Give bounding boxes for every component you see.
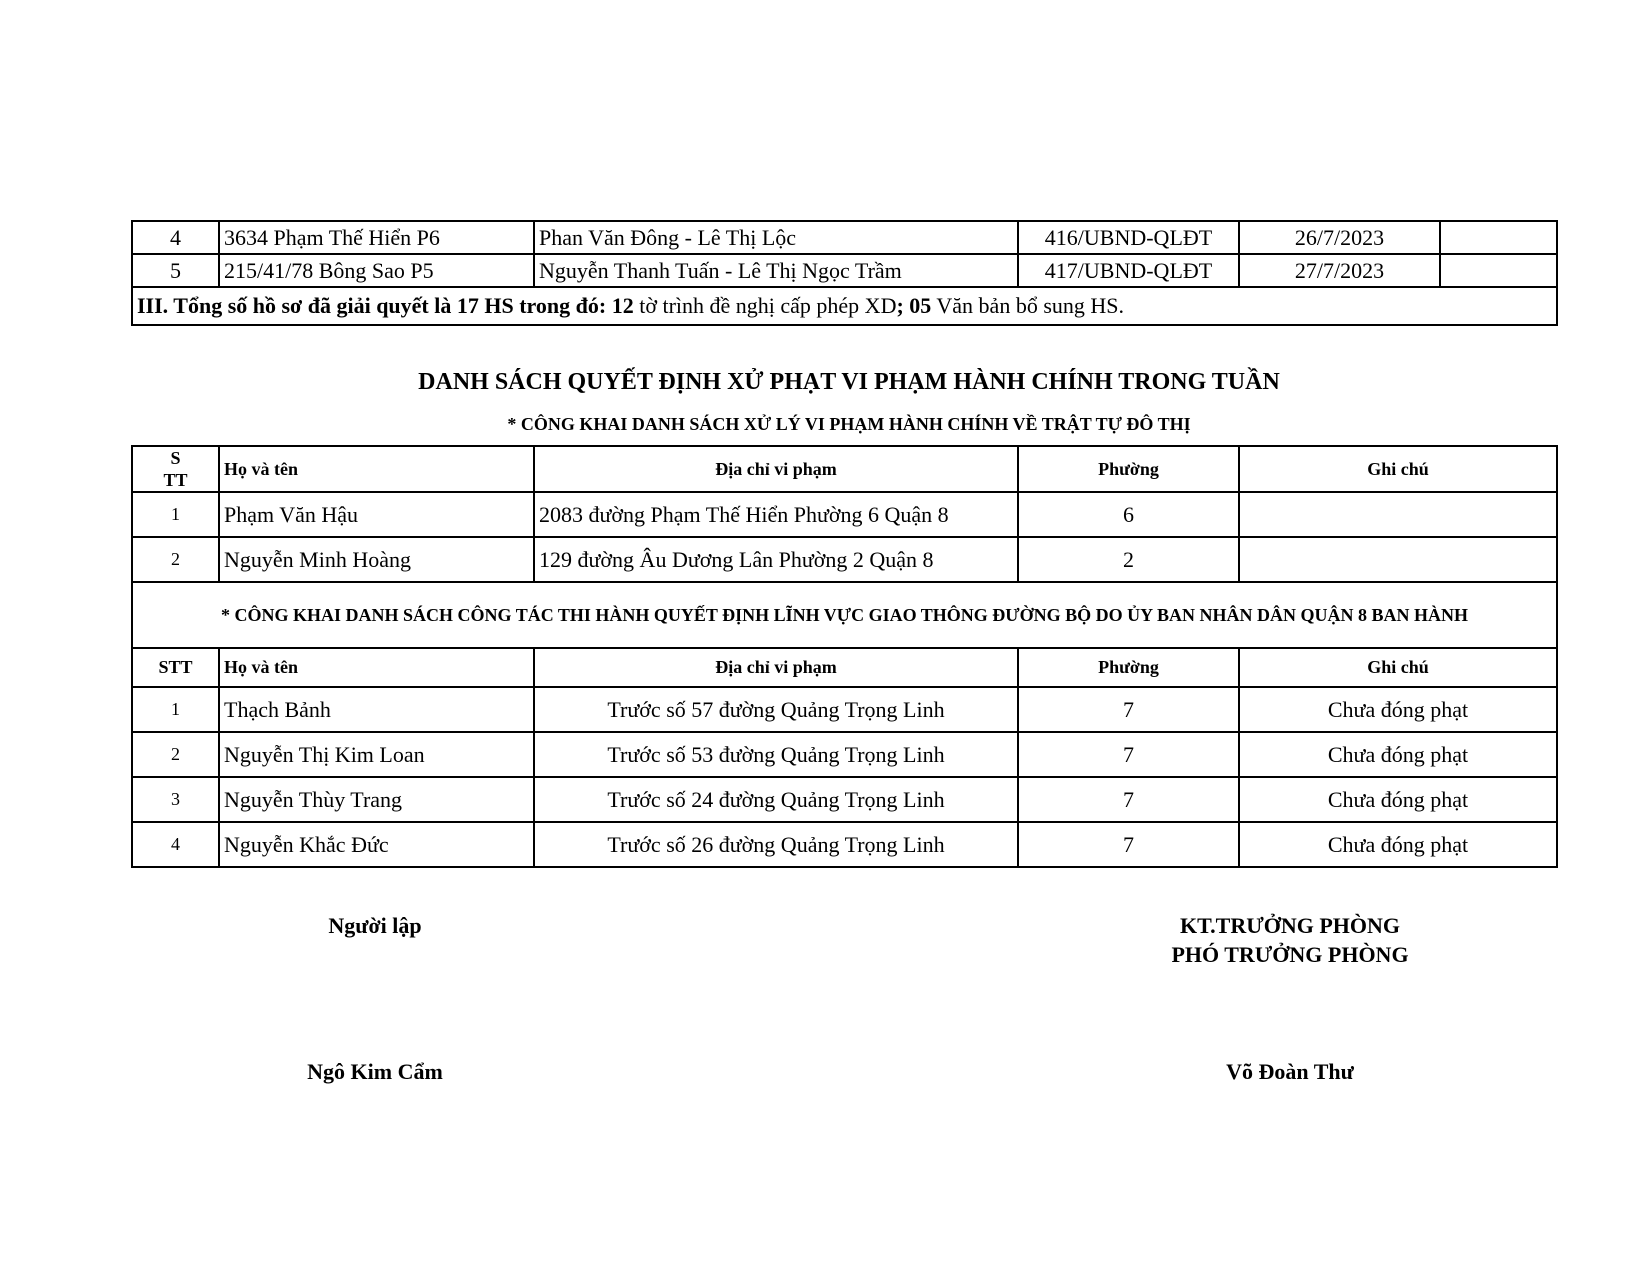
summary-part-2: tờ trình đề nghị cấp phép XD bbox=[633, 293, 897, 318]
stt-cell: 4 bbox=[132, 221, 219, 254]
summary-part-4: Văn bản bổ sung HS. bbox=[931, 293, 1125, 318]
ward-header: Phường bbox=[1018, 648, 1239, 687]
address-cell: 215/41/78 Bông Sao P5 bbox=[219, 254, 534, 287]
table-row bbox=[132, 537, 1557, 582]
table-row bbox=[132, 732, 1557, 777]
note-cell: Chưa đóng phạt bbox=[1239, 687, 1557, 732]
table-row bbox=[132, 777, 1557, 822]
stt-cell: 2 bbox=[132, 537, 219, 582]
preparer-title: Người lập bbox=[328, 913, 422, 938]
date-cell: 26/7/2023 bbox=[1239, 221, 1440, 254]
name-cell: Nguyễn Thị Kim Loan bbox=[219, 732, 534, 777]
stt-header: STT bbox=[132, 648, 219, 687]
note-header: Ghi chú bbox=[1239, 446, 1557, 492]
table-row bbox=[132, 221, 1557, 254]
table-row bbox=[132, 492, 1557, 537]
note-cell bbox=[1239, 492, 1557, 537]
violations-table bbox=[131, 445, 1558, 868]
date-cell: 27/7/2023 bbox=[1239, 254, 1440, 287]
section2-header-row bbox=[132, 648, 1557, 687]
stt-cell: 2 bbox=[132, 732, 219, 777]
stt-cell: 3 bbox=[132, 777, 219, 822]
note-cell bbox=[1440, 254, 1557, 287]
stt-cell: 5 bbox=[132, 254, 219, 287]
stt-cell: 1 bbox=[132, 687, 219, 732]
ward-cell: 7 bbox=[1018, 822, 1239, 867]
address-header: Địa chỉ vi phạm bbox=[534, 446, 1018, 492]
note-cell bbox=[1239, 537, 1557, 582]
address-header: Địa chỉ vi phạm bbox=[534, 648, 1018, 687]
name-header: Họ và tên bbox=[219, 446, 534, 492]
section2-title-row bbox=[132, 582, 1557, 648]
summary-part-1: III. Tổng số hồ sơ đã giải quyết là 17 HS trong đó: 12 bbox=[137, 293, 634, 318]
doc-number-cell: 417/UBND-QLĐT bbox=[1018, 254, 1239, 287]
owner-cell: Phan Văn Đông - Lê Thị Lộc bbox=[534, 221, 1018, 254]
note-cell bbox=[1440, 221, 1557, 254]
summary-cell bbox=[132, 287, 1557, 325]
approver-title-line1: KT.TRƯỞNG PHÒNG bbox=[1180, 913, 1400, 938]
ward-cell: 7 bbox=[1018, 777, 1239, 822]
name-cell: Nguyễn Minh Hoàng bbox=[219, 537, 534, 582]
stt-header-line1: S bbox=[170, 448, 181, 468]
section1-title: * CÔNG KHAI DANH SÁCH XỬ LÝ VI PHẠM HÀNH CHÍNH VỀ TRẬT TỰ ĐÔ THỊ bbox=[507, 414, 1191, 434]
table-row bbox=[132, 822, 1557, 867]
stt-header bbox=[132, 446, 219, 492]
section1-header-row bbox=[132, 446, 1557, 492]
approver-title-line2: PHÓ TRƯỞNG PHÒNG bbox=[1171, 942, 1409, 967]
name-cell: Nguyễn Khắc Đức bbox=[219, 822, 534, 867]
address-cell: Trước số 24 đường Quảng Trọng Linh bbox=[534, 777, 1018, 822]
stt-header-line2: TT bbox=[163, 470, 188, 490]
ward-header: Phường bbox=[1018, 446, 1239, 492]
table-row bbox=[132, 687, 1557, 732]
page-title: DANH SÁCH QUYẾT ĐỊNH XỬ PHẠT VI PHẠM HÀNH CHÍNH TRONG TUẦN bbox=[418, 369, 1280, 395]
address-cell: 3634 Phạm Thế Hiển P6 bbox=[219, 221, 534, 254]
note-cell: Chưa đóng phạt bbox=[1239, 732, 1557, 777]
owner-cell: Nguyễn Thanh Tuấn - Lê Thị Ngọc Trầm bbox=[534, 254, 1018, 287]
approver-name: Võ Đoàn Thư bbox=[1226, 1059, 1354, 1084]
address-cell: Trước số 57 đường Quảng Trọng Linh bbox=[534, 687, 1018, 732]
name-cell: Thạch Bảnh bbox=[219, 687, 534, 732]
ward-cell: 7 bbox=[1018, 687, 1239, 732]
ward-cell: 6 bbox=[1018, 492, 1239, 537]
stt-cell: 1 bbox=[132, 492, 219, 537]
name-header: Họ và tên bbox=[219, 648, 534, 687]
permits-table bbox=[131, 220, 1558, 326]
summary-part-3: ; 05 bbox=[896, 293, 932, 318]
ward-cell: 2 bbox=[1018, 537, 1239, 582]
stt-cell: 4 bbox=[132, 822, 219, 867]
note-header: Ghi chú bbox=[1239, 648, 1557, 687]
preparer-name: Ngô Kim Cẩm bbox=[307, 1059, 443, 1084]
address-cell: Trước số 53 đường Quảng Trọng Linh bbox=[534, 732, 1018, 777]
address-cell: 2083 đường Phạm Thế Hiển Phường 6 Quận 8 bbox=[534, 492, 1018, 537]
summary-row bbox=[132, 287, 1557, 325]
address-cell: 129 đường Âu Dương Lân Phường 2 Quận 8 bbox=[534, 537, 1018, 582]
section2-title: * CÔNG KHAI DANH SÁCH CÔNG TÁC THI HÀNH QUYẾT ĐỊNH LĨNH VỰC GIAO THÔNG ĐƯỜNG BỘ DO ỦY BAN NHÂN DÂN QUẬN 8 BAN HÀNH bbox=[132, 582, 1557, 648]
table-row bbox=[132, 254, 1557, 287]
doc-number-cell: 416/UBND-QLĐT bbox=[1018, 221, 1239, 254]
note-cell: Chưa đóng phạt bbox=[1239, 822, 1557, 867]
name-cell: Nguyễn Thùy Trang bbox=[219, 777, 534, 822]
ward-cell: 7 bbox=[1018, 732, 1239, 777]
name-cell: Phạm Văn Hậu bbox=[219, 492, 534, 537]
note-cell: Chưa đóng phạt bbox=[1239, 777, 1557, 822]
address-cell: Trước số 26 đường Quảng Trọng Linh bbox=[534, 822, 1018, 867]
